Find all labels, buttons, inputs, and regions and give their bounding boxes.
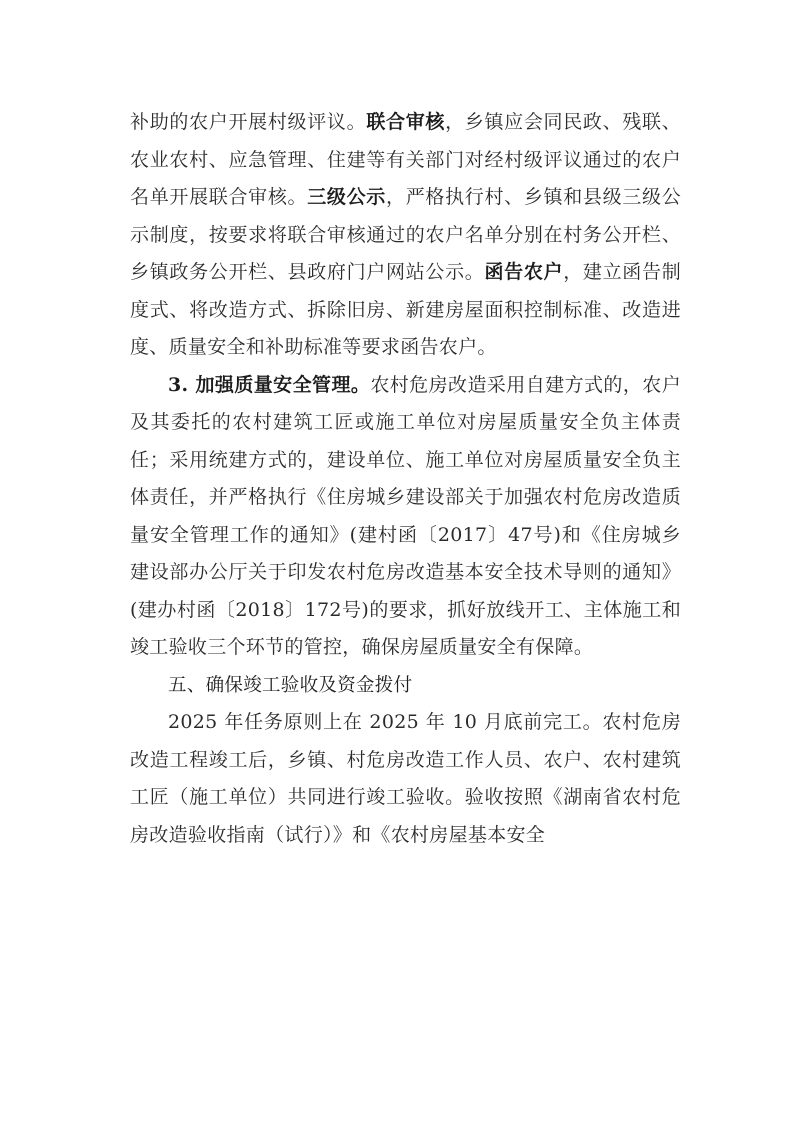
text-segment: 补助的农户开展村级评议。 bbox=[130, 111, 367, 133]
text-segment: 2025 年任务原则上在 2025 年 10 月底前完工。农村危房改造工程竣工后，乡镇、村危房改造工作人员、农户、农村建筑工匠（施工单位）共同进行竣工验收。验收按照《湖南省农村危房改造验收指南（试行）》和《农村房屋基本安全 bbox=[130, 711, 681, 846]
paragraph-completion-acceptance bbox=[130, 704, 681, 854]
document-page bbox=[130, 104, 681, 854]
text-segment: ，严格执行村、乡镇和县级三级公示制度，按要求将联合审核通过的农户名单分别在村务公开栏、乡镇政务公开栏、县政府门户网站公示。 bbox=[130, 186, 682, 283]
text-segment: ，乡镇应会同民政、残联、农业农村、应急管理、住建等有关部门对经村级评议通过的农户名单开展联合审核。 bbox=[130, 111, 682, 208]
bold-term-notify-farmers: 函告农户 bbox=[484, 261, 564, 283]
bold-term-joint-review: 联合审核 bbox=[366, 111, 446, 133]
text-segment: ，建立函告制度式、将改造方式、拆除旧房、新建房屋面积控制标准、改造进度、质量安全和补助标准等要求函告农户。 bbox=[130, 261, 681, 358]
paragraph-review-publicity bbox=[130, 104, 681, 367]
section-3-title: 3. 加强质量安全管理。 bbox=[168, 373, 371, 396]
section-5-heading: 五、确保竣工验收及资金拨付 bbox=[168, 674, 413, 696]
paragraph-quality-safety bbox=[130, 367, 681, 667]
text-segment: 农村危房改造采用自建方式的，农户及其委托的农村建筑工匠或施工单位对房屋质量安全负主体责任；采用统建方式的，建设单位、施工单位对房屋质量安全负主体责任，并严格执行《住房城乡建设部关于加强农村危房改造质量安全管理工作的通知》(建村函〔2017〕47号)和《住房城乡建设部办公厅关于印发农村危房改造基本安全技术导则的通知》(建办村函〔2018〕172号)的要求，抓好放线开工、主体施工和竣工验收三个环节的管控，确保房屋质量安全有保障。 bbox=[130, 373, 681, 658]
bold-term-three-level-publicity: 三级公示 bbox=[307, 186, 387, 208]
